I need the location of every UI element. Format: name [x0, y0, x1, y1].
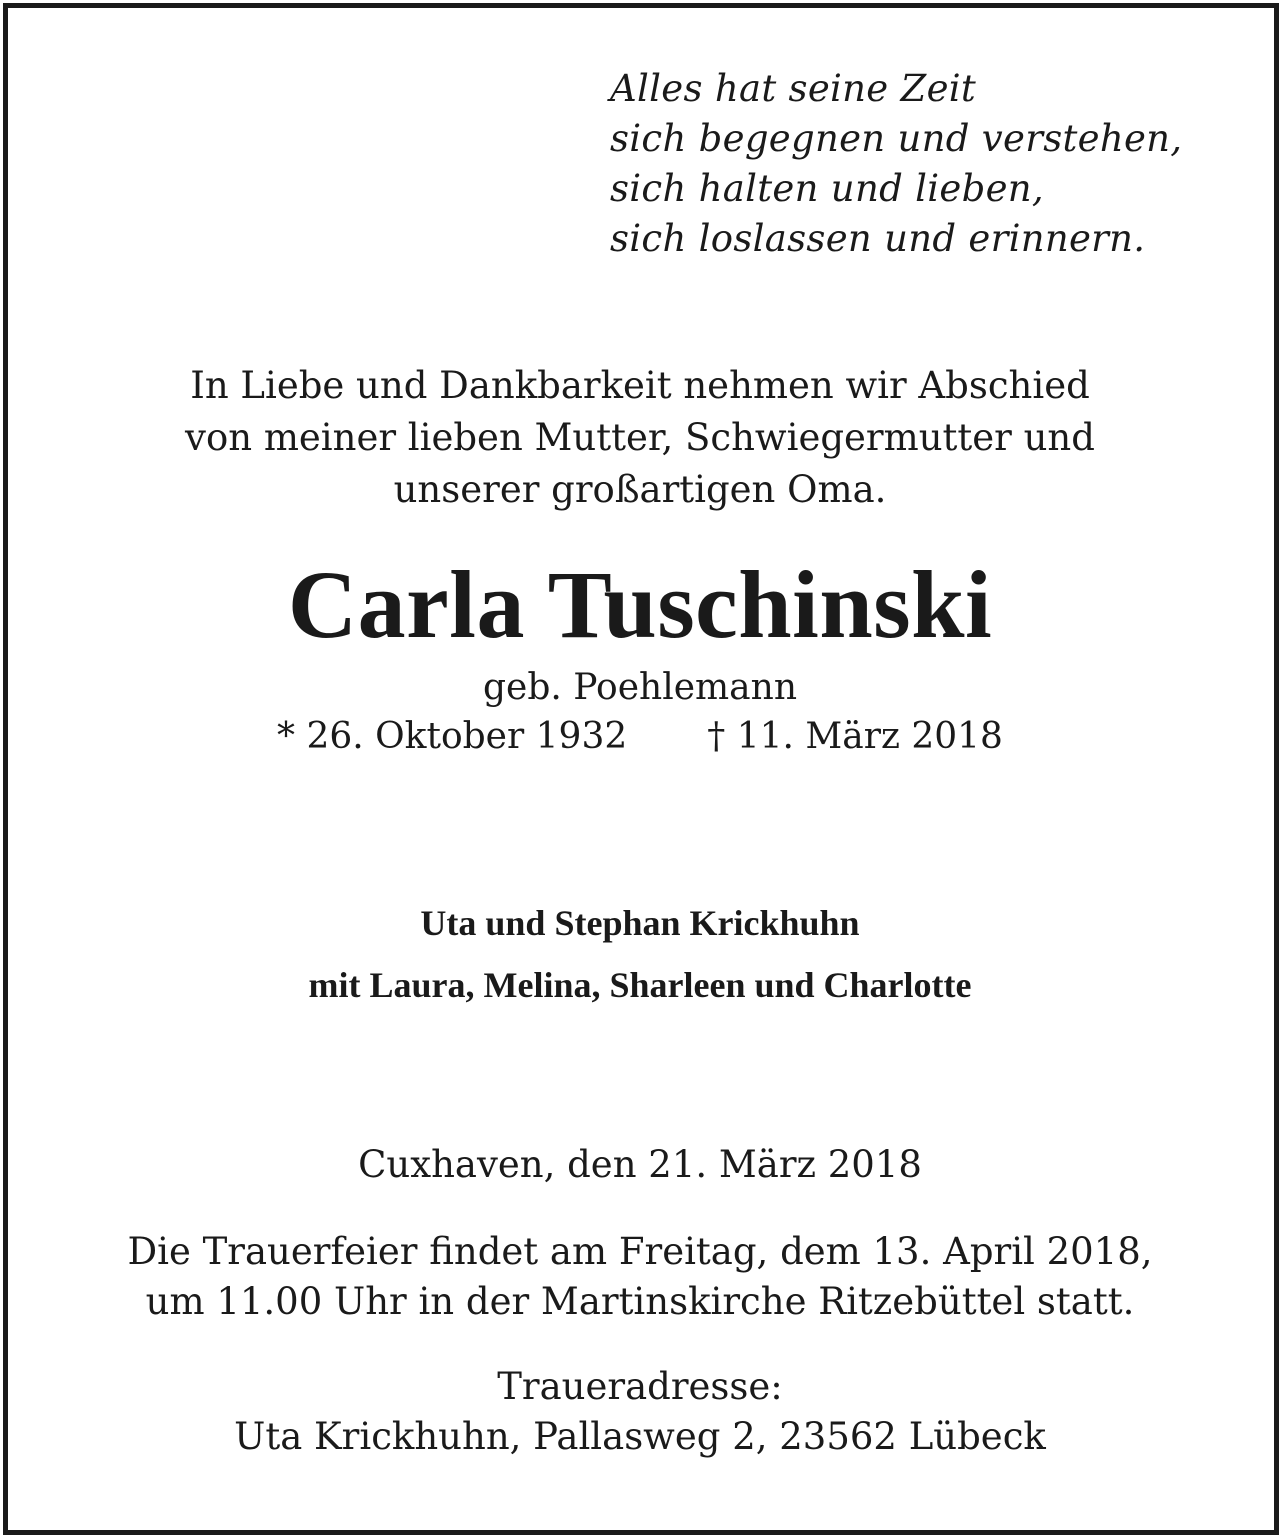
address-label: Traueradresse:	[497, 1365, 783, 1408]
death-date: † 11. März 2018	[707, 716, 1003, 757]
family-line: mit Laura, Melina, Sharleen und Charlotte	[308, 965, 972, 1005]
mourning-address	[0, 1362, 1280, 1462]
life-dates	[0, 713, 1280, 761]
intro-line: von meiner lieben Mutter, Schwiegermutter und	[185, 416, 1095, 459]
address-value: Uta Krickhuhn, Pallasweg 2, 23562 Lübeck	[234, 1415, 1046, 1458]
funeral-service-info	[0, 1227, 1280, 1327]
poem-line: Alles hat seine Zeit	[610, 67, 977, 110]
service-line: Die Trauerfeier findet am Freitag, dem 13. April 2018,	[127, 1230, 1153, 1273]
poem-line: sich halten und lieben,	[610, 167, 1044, 210]
birth-name: geb. Poehlemann	[483, 667, 797, 708]
service-line: um 11.00 Uhr in der Martinskirche Ritzebüttel statt.	[145, 1280, 1135, 1323]
family-line: Uta und Stephan Krickhuhn	[420, 903, 860, 943]
family-mourners	[0, 892, 1280, 1016]
place-and-date: Cuxhaven, den 21. März 2018	[358, 1143, 922, 1186]
birth-date: * 26. Oktober 1932	[277, 716, 628, 757]
poem-line: sich begegnen und verstehen,	[610, 117, 1183, 160]
intro-text	[0, 360, 1280, 516]
intro-line: In Liebe und Dankbarkeit nehmen wir Abschied	[190, 364, 1090, 407]
intro-line: unserer großartigen Oma.	[393, 468, 887, 511]
deceased-name: Carla Tuschinski	[287, 551, 993, 658]
poem-line: sich loslassen und erinnern.	[610, 217, 1146, 260]
poem-quote	[610, 64, 1182, 264]
